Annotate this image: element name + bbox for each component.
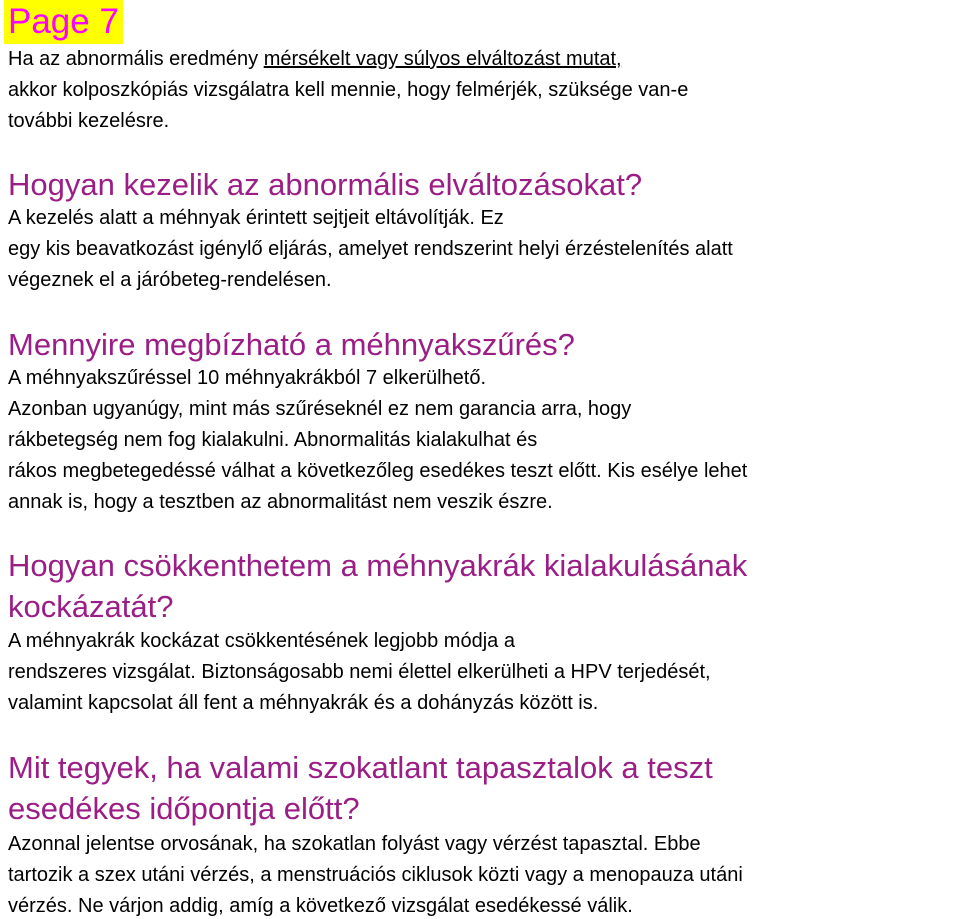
intro-line-1: [8, 47, 622, 71]
section-body-line: A méhnyakszűréssel 10 méhnyakrákból 7 elkerülhető.: [8, 367, 487, 389]
section-heading-unusual-symptoms: Mit tegyek, ha valami szokatlant tapasztalok a teszt: [8, 750, 713, 785]
intro-line-1-text: Ha az abnormális eredmény: [8, 48, 264, 70]
section-body-line: Azonban ugyanúgy, mint más szűréseknél ez nem garancia arra, hogy: [8, 398, 632, 420]
section-body-line: rákbetegség nem fog kialakulni. Abnormalitás kialakulhat és: [8, 429, 538, 451]
section-body-line: vérzés. Ne várjon addig, amíg a következő vizsgálat esedékessé válik.: [8, 895, 633, 917]
section-heading-risk-reduction-cont: kockázatát?: [8, 589, 174, 624]
section-body-line: rákos megbetegedéssé válhat a következőleg esedékes teszt előtt. Kis esélye lehet: [8, 460, 748, 482]
section-heading-reliability: Mennyire megbízható a méhnyakszűrés?: [8, 327, 575, 362]
section-body-line: annak is, hogy a tesztben az abnormalitást nem veszik észre.: [8, 491, 553, 513]
section-body-line: Azonnal jelentse orvosának, ha szokatlan folyást vagy vérzést tapasztal. Ebbe: [8, 833, 701, 855]
section-body-line: A méhnyakrák kockázat csökkentésének legjobb módja a: [8, 630, 515, 652]
section-heading-unusual-symptoms-cont: esedékes időpontja előtt?: [8, 791, 360, 826]
section-body-line: egy kis beavatkozást igénylő eljárás, amelyet rendszerint helyi érzéstelenítés alatt: [8, 238, 733, 260]
intro-underlined-text: mérsékelt vagy súlyos elváltozást mutat,: [263, 48, 622, 70]
intro-line-2: akkor kolposzkópiás vizsgálatra kell mennie, hogy felmérjék, szüksége van-e: [8, 79, 689, 101]
intro-line-3: további kezelésre.: [8, 110, 170, 132]
section-heading-treatment: Hogyan kezelik az abnormális elváltozásokat?: [8, 167, 643, 202]
section-body-line: valamint kapcsolat áll fent a méhnyakrák és a dohányzás között is.: [8, 692, 599, 714]
section-body-line: rendszeres vizsgálat. Biztonságosabb nemi élettel elkerülheti a HPV terjedését,: [8, 661, 711, 683]
section-heading-risk-reduction: Hogyan csökkenthetem a méhnyakrák kialakulásának: [8, 548, 748, 583]
section-body-line: tartozik a szex utáni vérzés, a menstruációs ciklusok közti vagy a menopauza utáni: [8, 864, 743, 886]
section-body-line: végeznek el a járóbeteg-rendelésen.: [8, 269, 332, 291]
section-body-line: A kezelés alatt a méhnyak érintett sejtjeit eltávolítják. Ez: [8, 207, 504, 229]
page-number-label: Page 7: [4, 0, 123, 44]
